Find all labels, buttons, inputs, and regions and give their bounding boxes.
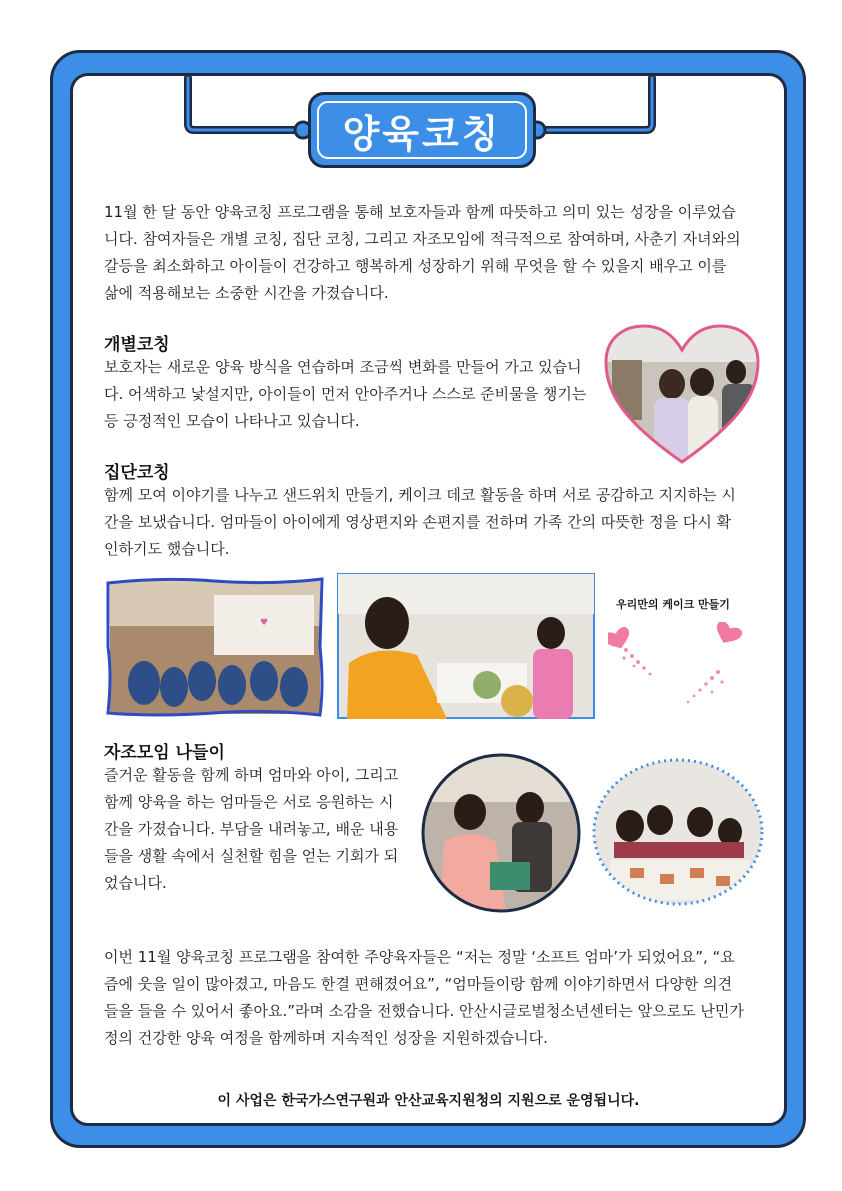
selfhelp-photo-circle [420,752,582,914]
group-coaching-heading: 집단코칭 [104,463,170,483]
selfhelp-body: 즐거운 활동을 함께 하며 엄마와 아이, 그리고 함께 양육을 하는 엄마들은 서로 응원하는 시간을 가졌습니다. 부담을 내려놓고, 배운 내용들을 생활 속에서 실천할 힘을 얻는 기회가 되었습니다. [104,766,399,892]
selfhelp-heading: 자조모임 나들이 [104,743,225,763]
group-photo-cake [337,573,595,719]
cake-caption: 우리만의 케이크 만들기 [616,598,730,611]
individual-coaching-heading: 개별코칭 [104,335,170,355]
individual-coaching-body: 보호자는 새로운 양육 방식을 연습하며 조금씩 변화를 만들어 가고 있습니다. 어색하고 낯설지만, 아이들이 먼저 안아주거나 스스로 준비물을 챙기는 등 긍정적인 모습이 나타나고 있습니다. [104,358,587,430]
pink-hearts-decoration [608,622,758,708]
heart-photo-individual [602,322,762,468]
title-badge [308,92,536,168]
group-coaching-body: 함께 모여 이야기를 나누고 샌드위치 만들기, 케이크 데코 활동을 하며 서로 공감하고 지지하는 시간을 보냈습니다. 엄마들이 아이에게 영상편지와 손편지를 전하며 가족 간의 따뜻한 정을 다시 확인하기도 했습니다. [104,486,736,558]
page-title: 양육코칭 [342,111,502,156]
svg-text:♥: ♥ [259,618,269,628]
group-photo-room [104,575,326,720]
intro-paragraph: 11월 한 달 동안 양육코칭 프로그램을 통해 보호자들과 함께 따뜻하고 의미 있는 성장을 이루었습니다. 참여자들은 개별 코칭, 집단 코칭, 그리고 자조모임에 적극적으로 참여하며, 사춘기 자녀와의 갈등을 최소화하고 아이들이 건강하고 행복하게 성장하기 위해 무엇을 할 수 있을지 배우고 이를 삶에 적용해보는 소중한 시간을 가졌습니다. [104,203,741,302]
sponsor-note: 이 사업은 한국가스연구원과 안산교육지원청의 지원으로 운영됩니다. [217,1093,640,1109]
closing-paragraph: 이번 11월 양육코칭 프로그램을 참여한 주양육자들은 “저는 정말 ‘소프트 엄마’가 되었어요”, “요즘에 웃을 일이 많아졌고, 마음도 한결 편해졌어요”, “엄마들이랑 함께 이야기하면서 다양한 의견들을 들을 수 있어서 좋아요.”라며 소감을 전했습니다. 안산시글로벌청소년센터는 앞으로도 난민가정의 건강한 양육 여정을 함께하며 지속적인 성장을 지원하겠습니다. [104,948,744,1047]
selfhelp-photo-oval [590,756,766,908]
